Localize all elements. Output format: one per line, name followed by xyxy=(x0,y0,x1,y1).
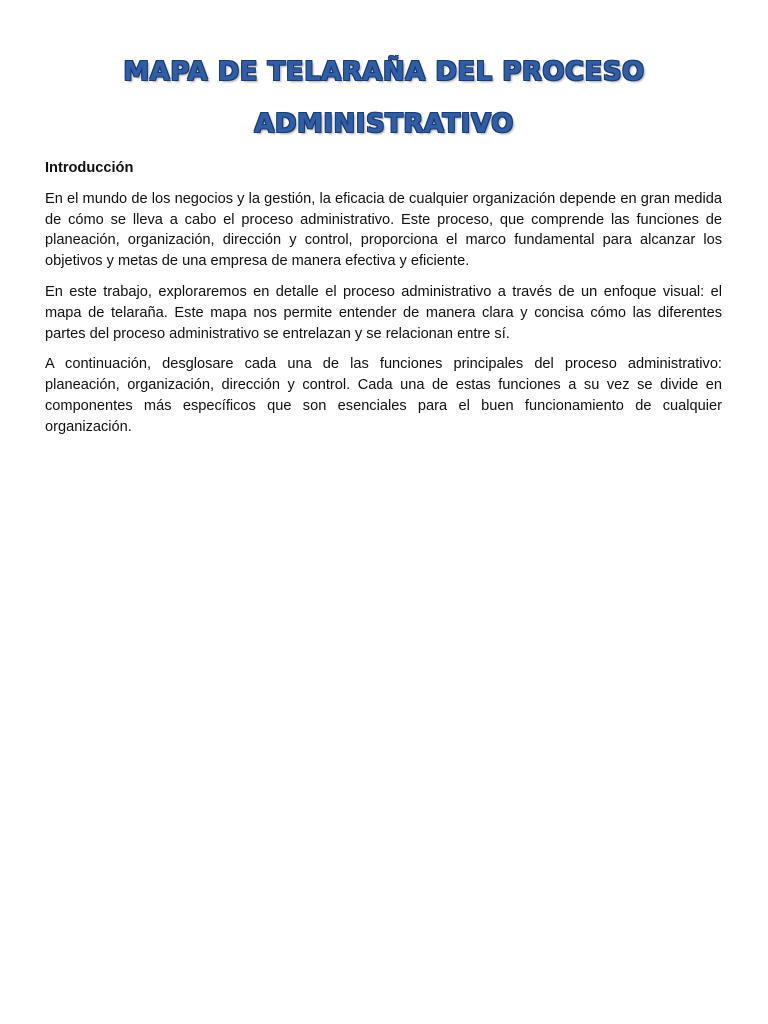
section-heading: Introducción xyxy=(45,160,134,176)
document-title xyxy=(0,52,768,144)
title-line-2: ADMINISTRATIVO xyxy=(254,109,514,139)
paragraph-3: A continuación, desglosare cada una de las funciones principales del proceso administrativo: planeación, organización, dirección y control. Cada una de estas funciones a su vez se divide en componentes más específicos que son esenciales para el buen funcionamiento de cualquier organización. xyxy=(45,356,722,435)
document-body xyxy=(45,158,722,448)
paragraph-2: En este trabajo, exploraremos en detalle el proceso administrativo a través de un enfoque visual: el mapa de telaraña. Este mapa nos permite entender de manera clara y concisa cómo las diferentes partes del proceso administrativo se entrelazan y se relacionan entre sí. xyxy=(45,283,722,342)
title-line-1: MAPA DE TELARAÑA DEL PROCESO xyxy=(123,57,645,87)
paragraph-1: En el mundo de los negocios y la gestión, la eficacia de cualquier organización depende en gran medida de cómo se lleva a cabo el proceso administrativo. Este proceso, que comprende las funciones de planeación, organización, dirección y control, proporciona el marco fundamental para alcanzar los objetivos y metas de una empresa de manera efectiva y eficiente. xyxy=(45,190,722,270)
